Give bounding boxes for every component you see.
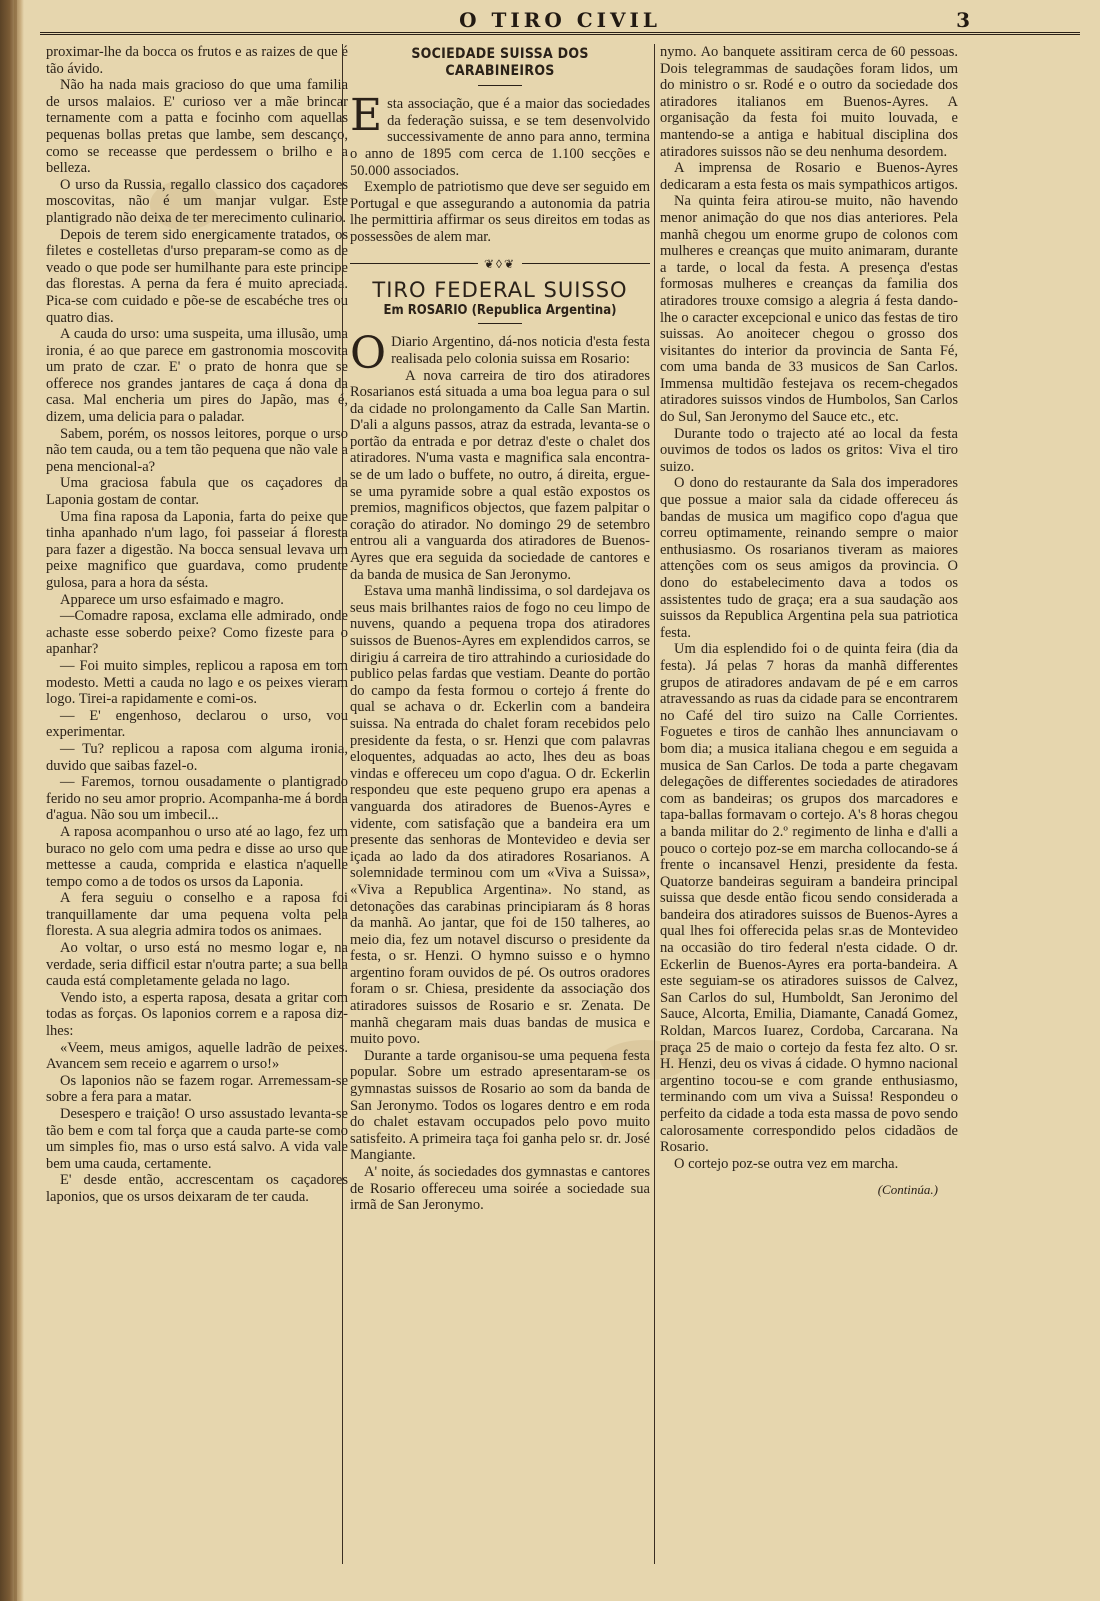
paragraph-text: sta associação, que é a maior das sociedades da federação suissa, e se tem desenvolvido successivamente de anno para anno, termina o anno de 1895 com cerca de 1.100 secções e 50.000 associados. — [350, 96, 650, 179]
paragraph: A cauda do urso: uma suspeita, uma illusão, uma ironia, é ao que parece em gastronomia moscovita um prato de czar. E' o prato de honra que se offerece nos grandes jantares de caça á dona da casa. Mal encheria um pires do Japão, mas é, dizem, uma delicia para o paladar. — [46, 326, 348, 426]
paragraph: Desespero e traição! O urso assustado levanta-se tão bem e com tal força que a cauda parte-se como um simples fio, mas o urso está salvo. A vida vale bem uma cauda, certamente. — [46, 1106, 348, 1172]
paragraph: —Comadre raposa, exclama elle admirado, onde achaste esse soberdo peixe? Como fizeste para o apanhar? — [46, 608, 348, 658]
drop-cap: E — [350, 90, 383, 142]
paragraph: Apparece um urso esfaimado e magro. — [60, 591, 284, 608]
column-3 — [660, 44, 958, 1574]
paragraph — [350, 90, 650, 179]
paragraph: — Foi muito simples, replicou a raposa em tom modesto. Metti a cauda no lago e os peixes vieram logo. Tirei-a rapidamente e comi-os. — [46, 657, 348, 708]
paragraph: — Faremos, tornou ousadamente o plantigrado ferido no seu amor proprio. Acompanha-me á borda d'agua. Não sou um imbecil... — [46, 774, 348, 824]
paragraph: Um dia esplendido foi o de quinta feira (dia da festa). Já pelas 7 horas da manhã differentes grupos de atiradores andavam de pé e em carros atravessando as ruas da cidade para se encontrarem no Café del tiro suizo na Calle Corrientes. Foguetes e tiros de canhão lhes annunciavam o bom dia; a musica italiana chegou e em seguida a musica de San Carlos. De toda a parte chegavam delegações de differentes sociedades de atiradores com as bandeiras; os grupos dos marcadores e tapa-ballas formavam o cortejo. A's 8 horas chegou a banda militar do 2.º regimento de linha e d'alli a pouco o cortejo poz-se em marcha collocando-se á frente o incansavel Henzi, presidente da festa. Quatorze bandeiras seguiram a bandeira principal suissa que desde então ficou sendo considerada a bandeira dos atiradores suissos de Buenos-Ayres a qual lhes foi offerecida pelas sr.as de Montevideo na occasião do tiro federal n'esta cidade. O dr. Eckerlin de Buenos-Ayres era porta-bandeira. A este seguiam-se os atiradores suissos de Calvez, San Carlos do sul, Humboldt, San Jeronimo del Sauce, Alcorta, Emilia, Diamante, Canadá Gomez, Roldan, Marcos Iuarez, Cordoba, Carcarana. Na praça 25 de maio o cortejo da festa fez alto. O sr. H. Henzi, deu os vivas á cidade. O hymno nacional argentino tocou-se e com grande enthusiasmo, terminando com um viva a Suissa! Respondeu o perfeito da cidade a toda esta massa de povo sendo calorosamente correspondido pelos cidadãos de Rosario. — [660, 641, 958, 1156]
divider-line — [350, 263, 478, 264]
article-subtitle: Em ROSARIO (Republica Argentina) — [383, 302, 617, 318]
paragraph: A raposa acompanhou o urso até ao lago, fez um buraco no gelo com uma pedra e disse ao urso que mettesse a cauda, comprida e elastica n'aquelle tempo como a de todos os ursos da Laponia. — [46, 823, 348, 890]
paragraph: O cortejo poz-se outra vez em marcha. — [674, 1155, 899, 1172]
paragraph: O dono do restaurante da Sala dos imperadores que possue a maior sala da cidade offereceu ás bandas de musica um magifico copo d'agua que correu optimamente, reinando sempre o maior enthusiasmo. Os rosarianos tiveram as maiores attenções com os seus amigos da provincia. O dono do estabelecimento dava a todos os assistentes tudo de graça; era a sua saudação aos suissos da Republica Argentina pela sua patriotica festa. — [660, 475, 958, 641]
paragraph: A' noite, ás sociedades dos gymnastas e cantores de Rosario offereceu uma soirée a sociedade sua irmã de San Jeronymo. — [350, 1164, 650, 1214]
drop-cap: O — [350, 328, 387, 380]
column-2 — [350, 44, 650, 1574]
paragraph: — Tu? replicou a raposa com alguma ironia, duvido que saibas fazel-o. — [46, 740, 348, 774]
paragraph: Os laponios não se fazem rogar. Arremessam-se sobre a fera para a matar. — [46, 1072, 348, 1106]
paragraph: nymo. Ao banquete assitiram cerca de 60 pessoas. Dois telegrammas de saudações foram lidos, um do ministro o sr. Rodé e o outro da sociedade dos atiradores italianos em Buenos-Ayres. A organisação da festa foi muito louvada, e mantendo-se a antiga e habitual disciplina dos atiradores suissos não se deu nenhuma desordem. — [660, 44, 958, 160]
paragraph — [350, 328, 650, 380]
spine-edge — [14, 0, 17, 1601]
paragraph: Uma graciosa fabula que os caçadores da Laponia gostam de contar. — [46, 475, 348, 509]
paragraph: Durante todo o trajecto até ao local da festa ouvimos de todos os lados os gritos: Viva el tiro suizo. — [660, 425, 958, 475]
paragraph: O urso da Russia, regallo classico dos caçadores moscovitas, não é um manjar vulgar. Este plantigrado não deixa de ter merecimento culinario. — [46, 176, 348, 226]
article-title: TIRO FEDERAL SUISSO — [372, 278, 628, 303]
paragraph: proximar-lhe da bocca os frutos e as raizes de que é tão ávido. — [46, 44, 348, 77]
title-rule — [478, 85, 522, 86]
article-title: SOCIEDADE SUISSA DOS CARABINEIROS — [411, 46, 589, 79]
divider-line — [522, 263, 650, 264]
paragraph: Na quinta feira atirou-se muito, não havendo menor animação do que nos dias anteriores. Pela manhã chegou um enorme grupo de colonos com mulheres e creanças que muito animaram, durante a tarde, o local da festa. A presença d'estas formosas mulheres e creanças da familia dos atiradores trouxe comsigo a alegria á festa dando-lhe o caracter excepcional e unico das festas de tiro suissas. Ao anoitecer chegou o grosso dos visitantes do interior da provincia de Santa Fé, com uma banda de 33 musicos de San Carlos. Immensa multidão festejava os recem-chegados atiradores suissos vindos de Humbolos, San Carlos do Sul, San Jeronymo del Sauce etc., etc. — [660, 193, 958, 426]
section-divider — [350, 256, 650, 273]
paragraph-text: Diario Argentino, dá-nos noticia d'esta festa realisada pelo colonia suissa em Rosario: — [391, 334, 650, 367]
page-number: 3 — [956, 8, 970, 32]
paragraph: — E' engenhoso, declarou o urso, vou experimentar. — [46, 707, 348, 741]
paragraph: Não ha nada mais gracioso do que uma familia de ursos malaios. E' curioso ver a mãe brincar ternamente com a patta e focinho com aquellas pequenas bollas pretas que lambe, sem descanço, como se receasse que perdessem o brilho e a belleza. — [46, 77, 348, 177]
masthead — [40, 8, 1080, 35]
newspaper-title: O TIRO CIVIL — [459, 8, 661, 32]
column-1 — [46, 44, 348, 1574]
column-rule — [654, 44, 655, 1564]
paragraph: Ao voltar, o urso está no mesmo logar e, na verdade, seria difficil estar n'outra parte; a sua bella cauda está completamente gelada no lago. — [46, 940, 348, 990]
paragraph: «Veem, meus amigos, aquelle ladrão de peixes. Avancem sem receio e agarrem o urso!» — [46, 1039, 348, 1073]
paragraph: E' desde então, accrescentam os caçadores laponios, que os ursos deixaram de ter cauda. — [46, 1172, 348, 1205]
paragraph: Vendo isto, a esperta raposa, desata a gritar com todas as forças. Os laponios correm e a raposa diz-lhes: — [46, 989, 348, 1040]
paragraph: Estava uma manhã lindissima, o sol dardejava os seus mais brilhantes raios de fogo no ceu limpo de nuvens, quando a pequena tropa dos atiradores suissos de Buenos-Ayres em explendidos carros, se dirigiu á carreira de tiro attrahindo a curiosidade do publico pelas fardas que vestiam. Deante do portão do campo da festa formou o cortejo á frente do qual se achava o dr. Eckerlin com a bandeira suissa. Na entrada do chalet foram recebidos pelo presidente da festa, o sr. Henzi que com palavras eloquentes, adquadas ao acto, lhes deu as boas vindas e offereceu um copo d'agua. O dr. Eckerlin respondeu que este pequeno grupo era apenas a vanguarda dos atiradores de Buenos-Ayres e vidente, com satisfação que a bandeira era um presente das senhoras de Montevideo e devia ser içada ao lado da dos atiradores Rosarianos. A solemnidade terminou com um «Viva a Suissa», «Viva a Republica Argentina». No stand, as detonações das carabinas principiaram ás 8 horas da manhã. Ao jantar, que foi de 150 talheres, ao meio dia, fez um notavel discurso o presidente da festa, o sr. Henzi. O hymno suisso e o hymno argentino foram ouvidos de pé. Os outros oradores foram o sr. Chiesa, presidente da associação dos atiradores suissos de Rosario e sr. Zenata. De manhã chegaram mais duas bandas de musica e muito povo. — [350, 583, 650, 1048]
paragraph: Uma fina raposa da Laponia, farta do peixe que tinha apanhado n'um lago, foi passeiar á floresta para fazer a digestão. Na bocca sensual levava um peixe magnifico que guardava, como prudente gulosa, para a hora da sésta. — [46, 508, 348, 591]
paragraph: A nova carreira de tiro dos atiradores Rosarianos está situada a uma boa legua para o sul da cidade no prolongamento da Calle San Martin. D'ali a alguns passos, atraz da estrada, levanta-se o portão da entrada e por detraz d'este o chalet dos atiradores. N'uma vasta e magnifica sala encontra-se de um lado o buffete, no outro, á direita, ergue-se uma pyramide sobre a qual estão expostos os premios, magnificos objectos, que fazem palpitar o coração do atirador. No domingo 29 de setembro entrou ali a vanguarda dos atiradores de Buenos-Ayres que era seguida da sociedade de cantores e da banda de musica de San Jeronymo. — [350, 367, 650, 583]
continued-note: (Continúa.) — [877, 1182, 938, 1198]
paragraph: Exemplo de patriotismo que deve ser seguido em Portugal e que assegurando a autonomia da patria lhe permittiria affirmar os seus direitos em todas as possessões de alem mar. — [350, 179, 650, 245]
paragraph: Durante a tarde organisou-se uma pequena festa popular. Sobre um estrado apresentaram-se os gymnastas suissos de Rosario ao som da banda de San Jeronymo. Todos os logares dentro e em roda do chalet estavam occupados pelo povo muito satisfeito. A primeira taça foi ganha pelo sr. dr. José Mangiante. — [350, 1047, 650, 1164]
book-spine — [0, 0, 24, 1601]
paragraph: A fera seguiu o conselho e a raposa foi tranquillamente dar uma pequena volta pela floresta. A sua alegria admira todos os animaes. — [46, 890, 348, 940]
paragraph: A imprensa de Rosario e Buenos-Ayres dedicaram a esta festa os mais sympathicos artigos. — [660, 160, 958, 193]
paragraph: Depois de terem sido energicamente tratados, os filetes e costelletas d'urso preparam-se como as de veado o que pode ser humilhante para este principe das florestas. A perna da fera é muito apreciada. Pica-se com cuidado e põe-se de escabéche tres ou quatro dias. — [46, 226, 348, 326]
ornament-icon: ❦◊❦ — [483, 256, 517, 271]
title-rule — [478, 323, 522, 324]
paragraph: Sabem, porém, os nossos leitores, porque o urso não tem cauda, ou a tem tão pequena que não vale a pena mencional-a? — [46, 425, 348, 475]
